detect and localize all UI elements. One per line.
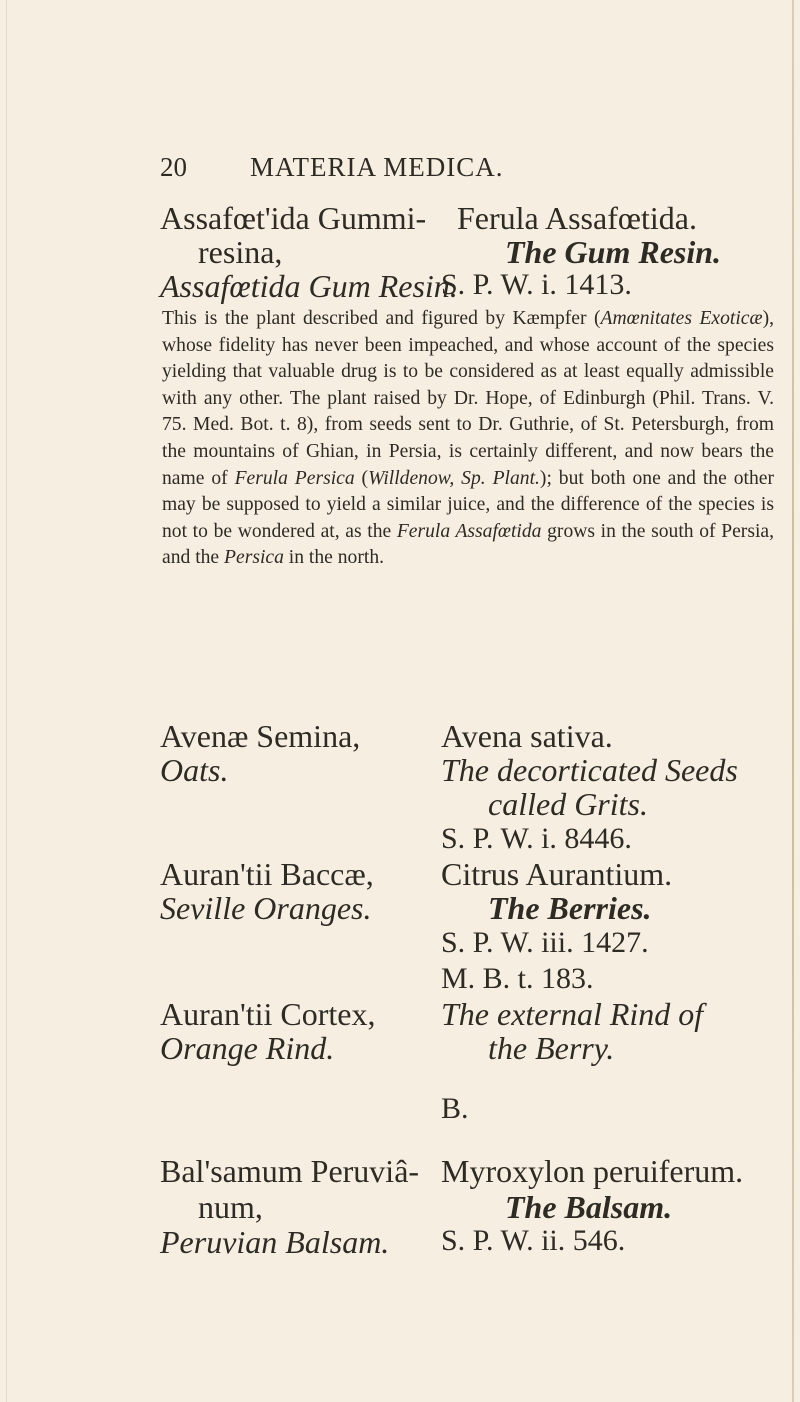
entry-latin-name: Assafœt'ida Gummi-	[160, 200, 427, 236]
running-title: MATERIA MEDICA.	[250, 152, 504, 182]
entry-latin-name-cont: resina,	[198, 234, 283, 270]
entry-part-used: The Berries.	[488, 890, 652, 926]
entry-botanical-name: Citrus Aurantium.	[441, 856, 673, 892]
page-edge-right	[792, 0, 794, 1402]
entry-part-used: The Balsam.	[505, 1189, 673, 1225]
entry-english-name: Peruvian Balsam.	[160, 1224, 390, 1260]
entry-latin-name: Auran'tii Baccæ,	[160, 856, 374, 892]
entry-reference: S. P. W. i. 8446.	[441, 822, 632, 855]
entry-latin-name: Bal'samum Peruviâ-	[160, 1153, 420, 1189]
entry-english-name: Oats.	[160, 752, 229, 788]
entry-latin-name-cont: num,	[198, 1189, 263, 1225]
page-edge-left	[6, 0, 7, 1402]
entry-botanical-name: Myroxylon peruiferum.	[441, 1153, 744, 1189]
entry-part-used-cont: the Berry.	[488, 1030, 615, 1066]
entry-part-used: The Gum Resin.	[505, 234, 722, 270]
page-number: 20	[160, 152, 187, 182]
entry-reference: S. P. W. i. 1413.	[441, 268, 632, 301]
entry-english-name: Orange Rind.	[160, 1030, 335, 1066]
entry-part-used-cont: called Grits.	[488, 786, 648, 822]
entry-english-name: Assafœtida Gum Resin.	[160, 268, 458, 304]
entry-english-name: Seville Oranges.	[160, 890, 372, 926]
entry-part-used: The external Rind of	[441, 996, 704, 1032]
entry-latin-name: Avenæ Semina,	[160, 718, 361, 754]
entry-reference: S. P. W. iii. 1427.	[441, 926, 649, 959]
entry-botanical-name: Avena sativa.	[441, 718, 613, 754]
entry-botanical-name: Ferula Assafœtida.	[457, 200, 697, 236]
entry-reference-2: M. B. t. 183.	[441, 962, 594, 995]
entry-reference: B.	[441, 1092, 469, 1125]
entry-reference: S. P. W. ii. 546.	[441, 1224, 626, 1257]
entry-part-used: The decorticated Seeds	[441, 752, 738, 788]
descriptive-paragraph: This is the plant described and figured by Kæmpfer (Amœnitates Exoticæ), whose fidelity has never been impeached, and whose account of the species yielding that valuable drug is to be considered as at least equally admissible with any other. The plant raised by Dr. Hope, of Edinburgh (Phil. Trans. V. 75. Med. Bot. t. 8), from seeds sent to Dr. Guthrie, of St. Petersburgh, from the mountains of Ghian, in Persia, is certainly different, and now bears the name of Ferula Persica (Willdenow, Sp. Plant.); but both one and the other may be supposed to yield a similar juice, and the difference of the species is not to be wondered at, as the Ferula Assafœtida grows in the south of Persia, and the Persica in the north.	[162, 308, 774, 569]
entry-latin-name: Auran'tii Cortex,	[160, 996, 376, 1032]
